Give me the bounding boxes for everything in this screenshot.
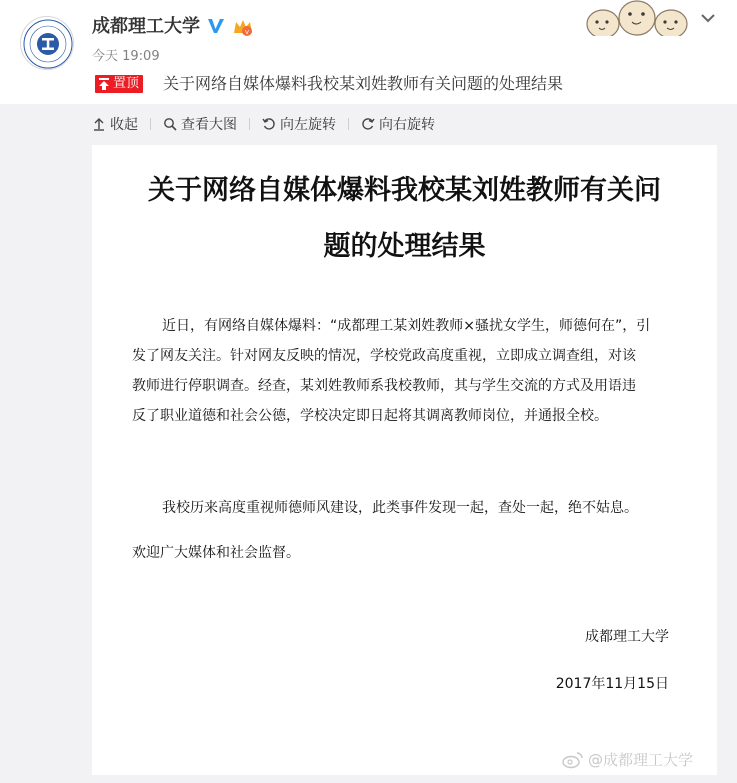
- decorative-card-icon: [585, 0, 689, 36]
- title-line-1: 关于网络自媒体爆料我校某刘姓教师有关问: [148, 175, 661, 206]
- document-date: 2017年11月15日: [555, 676, 669, 692]
- rotate-left-icon: [262, 117, 276, 131]
- search-icon: [163, 117, 177, 131]
- toolbar-divider: [249, 118, 250, 130]
- collapse-button[interactable]: [92, 114, 138, 134]
- collapse-label: 收起: [110, 117, 138, 133]
- post-header: [0, 0, 737, 104]
- pinned-badge: [95, 75, 143, 93]
- signature: 成都理工大学: [585, 629, 669, 645]
- university-logo: [21, 17, 74, 70]
- title-line-2: 题的处理结果: [323, 231, 486, 262]
- post-text: 关于网络自媒体爆料我校某刘姓教师有关问题的处理结果: [163, 74, 564, 93]
- rotate-left-button[interactable]: [262, 114, 336, 134]
- vip-crown-icon: [232, 17, 254, 37]
- watermark-text: @成都理工大学: [587, 751, 693, 769]
- announcement-image[interactable]: [92, 145, 717, 775]
- rotate-right-button[interactable]: [361, 114, 435, 134]
- paragraph-line: 反了职业道德和社会公德，学校决定即日起将其调离教师岗位，并通报全校。: [132, 408, 608, 424]
- toolbar-divider: [150, 118, 151, 130]
- pin-label: 置顶: [113, 76, 140, 91]
- paragraph-line: 欢迎广大媒体和社会监督。: [132, 545, 300, 561]
- svg-text:v: v: [244, 28, 250, 36]
- paragraph-3: [132, 538, 677, 568]
- rotate-right-icon: [361, 117, 375, 131]
- view-large-label: 查看大图: [181, 117, 237, 133]
- paragraph-2: [132, 493, 677, 523]
- weibo-logo-icon: [562, 751, 584, 769]
- verified-icon: [206, 16, 226, 36]
- rotate-right-label: 向右旋转: [379, 117, 435, 133]
- image-toolbar: [92, 112, 435, 136]
- document-title: [92, 163, 717, 275]
- paragraph-line: 发了网友关注。针对网友反映的情况，学校党政高度重视，立即成立调查组，对该: [132, 348, 636, 364]
- chevron-down-icon[interactable]: [698, 8, 718, 28]
- rotate-left-label: 向左旋转: [280, 117, 336, 133]
- paragraph-1: [132, 311, 677, 431]
- watermark: [562, 749, 693, 770]
- avatar[interactable]: [20, 16, 74, 70]
- post-time[interactable]: 今天 19:09: [92, 49, 160, 64]
- toolbar-divider: [348, 118, 349, 130]
- username[interactable]: 成都理工大学: [92, 16, 200, 37]
- collapse-icon: [92, 117, 106, 131]
- pin-icon: [97, 77, 111, 91]
- paragraph-line: 近日，有网络自媒体爆料：“成都理工某刘姓教师×骚扰女学生，师德何在”，引: [162, 318, 651, 334]
- paragraph-line: 我校历来高度重视师德师风建设，此类事件发现一起，查处一起，绝不姑息。: [162, 500, 638, 516]
- paragraph-line: 教师进行停职调查。经查，某刘姓教师系我校教师，其与学生交流的方式及用语违: [132, 378, 636, 394]
- view-large-button[interactable]: [163, 114, 237, 134]
